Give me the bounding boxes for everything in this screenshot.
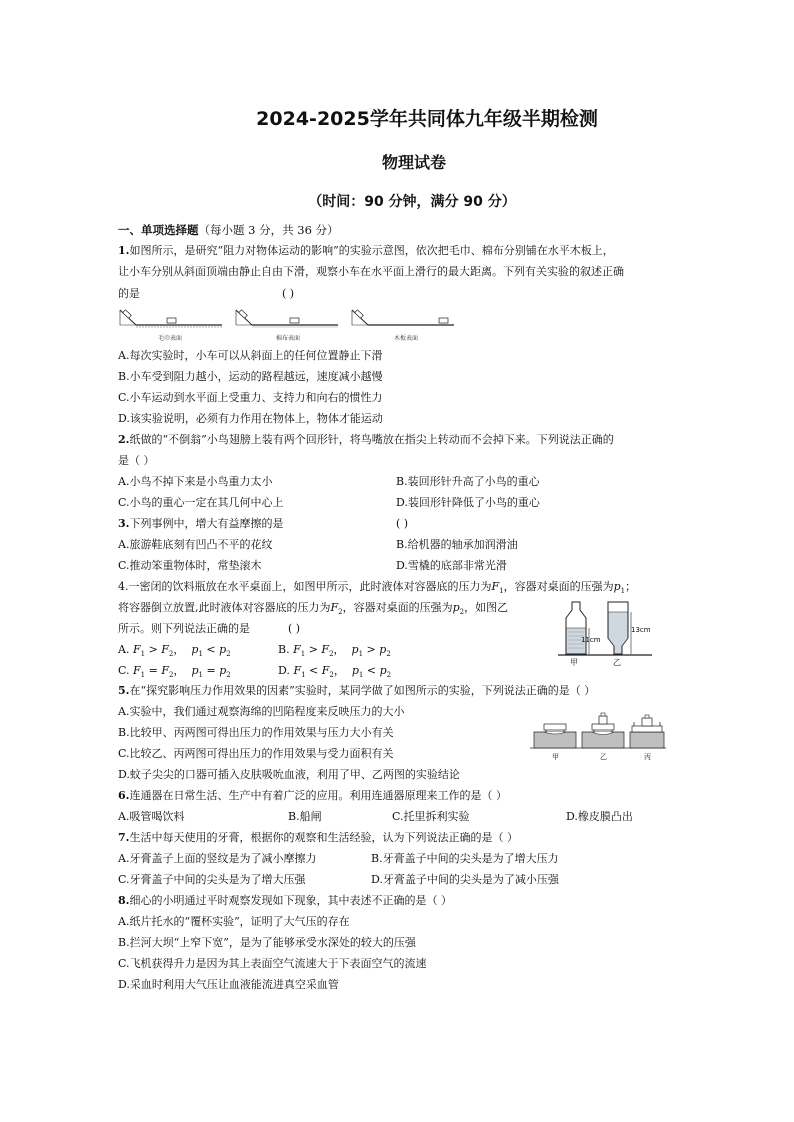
q5-option-b[interactable] bbox=[118, 726, 394, 740]
q4-text1b: ，容器对桌面的压强为 bbox=[503, 580, 614, 593]
q6-option-c-text: C.托里拆利实验 bbox=[392, 810, 470, 823]
q4-f1-sub: 1 bbox=[499, 587, 504, 596]
q6-option-b[interactable] bbox=[288, 810, 322, 824]
q4-opt-b-p1: p bbox=[351, 643, 359, 656]
q4-p2-symbol: p bbox=[452, 601, 460, 614]
q4-opt-b-rel2: > bbox=[366, 643, 376, 656]
q5-sponge-jia bbox=[534, 724, 576, 748]
q1-ramp-1 bbox=[120, 310, 222, 327]
q4-fig-label-jia: 甲 bbox=[570, 658, 578, 667]
q3-line1 bbox=[118, 517, 409, 531]
q1-option-b[interactable] bbox=[118, 370, 383, 384]
q4-opt-c-rel1: = bbox=[148, 664, 158, 677]
q3-option-d[interactable] bbox=[396, 559, 507, 573]
q4-opt-b-label: B. bbox=[278, 643, 290, 656]
q4-opt-d-f2: F bbox=[321, 664, 330, 677]
q2-line1 bbox=[118, 433, 614, 447]
q4-opt-c-rel2: = bbox=[206, 664, 216, 677]
q4-text2a: 将容器倒立放置,此时液体对容器底的压力为 bbox=[118, 601, 331, 614]
q4-figure bbox=[556, 598, 656, 668]
q2-option-b-text: B.装回形针升高了小鸟的重心 bbox=[396, 475, 540, 488]
q4-opt-d-f1-sub: 1 bbox=[301, 671, 306, 680]
q3-option-d-text: D.雪橇的底部非常光滑 bbox=[396, 559, 507, 572]
section-heading-note: （每小题 3 分，共 36 分） bbox=[198, 223, 339, 237]
q1-option-b-text: B.小车受到阻力越小，运动的路程越远，速度减小越慢 bbox=[118, 370, 383, 383]
q8-option-a-text: A.纸片托水的“覆杯实验”，证明了大气压的存在 bbox=[118, 915, 350, 928]
q7-option-a[interactable] bbox=[118, 852, 316, 866]
q1-ramp-2 bbox=[236, 310, 338, 327]
q4-opt-c-label: C. bbox=[118, 664, 130, 677]
q4-opt-a-rel2: < bbox=[206, 643, 216, 656]
q1-option-d-text: D.该实验说明，必须有力作用在物体上，物体才能运动 bbox=[118, 412, 383, 425]
q5-option-d[interactable] bbox=[118, 768, 460, 782]
q4-opt-b-rel1: > bbox=[308, 643, 318, 656]
q5-line1 bbox=[118, 684, 595, 698]
q4-opt-b-f1: F bbox=[293, 643, 301, 656]
q2-option-c-text: C.小鸟的重心一定在其几何中心上 bbox=[118, 496, 284, 509]
q4-opt-a-label: A. bbox=[118, 643, 130, 656]
q3-option-c[interactable] bbox=[118, 559, 262, 573]
q5-number: 5. bbox=[118, 684, 130, 697]
q6-option-a[interactable] bbox=[118, 810, 184, 824]
q7-number: 7. bbox=[118, 831, 130, 844]
q4-opt-c-f2-sub: 2 bbox=[169, 671, 174, 680]
q4-text2b: ，容器对桌面的压强为 bbox=[342, 601, 453, 614]
q4-opt-c-p2: p bbox=[219, 664, 227, 677]
q4-answer-paren: ( ) bbox=[288, 622, 301, 635]
q1-figure bbox=[118, 306, 468, 346]
q6-line1 bbox=[118, 789, 507, 803]
q7-option-d-text: D.牙膏盖子中间的尖头是为了减小压强 bbox=[371, 873, 559, 886]
q5-option-a[interactable] bbox=[118, 705, 404, 719]
q7-text1: 生活中每天使用的牙膏，根据你的观察和生活经验，认为下列说法正确的是（ ） bbox=[129, 831, 518, 844]
q1-text2: 让小车分别从斜面顶端由静止自由下滑，观察小车在水平面上滑行的最大距离。下列有关实验的叙述正确 bbox=[118, 265, 624, 278]
q8-text1: 细心的小明通过平时观察发现如下现象，其中表述不正确的是（ ） bbox=[129, 894, 452, 907]
q4-f2-symbol: F bbox=[330, 601, 339, 614]
q4-line1: 4.一密闭的饮料瓶放在水平桌面上，如图甲所示，此时液体对容器底的压力为$F_1$，容器对桌面的压强为$p_1$； bbox=[118, 580, 637, 596]
q5-figure bbox=[530, 712, 666, 764]
q4-f1-symbol: F bbox=[491, 580, 500, 593]
q1-option-a-text: A.每次实验时，小车可以从斜面上的任何位置静止下滑 bbox=[118, 349, 383, 362]
q4-opt-c-p1: p bbox=[191, 664, 199, 677]
q2-option-c[interactable] bbox=[118, 496, 284, 510]
q1-number: 1. bbox=[118, 244, 130, 257]
q4-opt-d-f2-sub: 2 bbox=[329, 671, 334, 680]
q4-opt-b-p2-sub: 2 bbox=[386, 650, 391, 659]
q8-number: 8. bbox=[118, 894, 130, 907]
q6-text1: 连通器在日常生活、生产中有着广泛的应用。利用连通器原理来工作的是（ ） bbox=[129, 789, 507, 802]
q4-fig-label-11cm: 11cm bbox=[581, 636, 601, 644]
q4-opt-a-p1-sub: 1 bbox=[198, 650, 203, 659]
section-heading-title: 一、单项选择题 bbox=[118, 223, 199, 237]
q2-text1: 纸做的“不倒翁”小鸟翅膀上装有两个回形针，将鸟嘴放在指尖上转动而不会掉下来。下列说法正确的 bbox=[129, 433, 614, 446]
q5-option-b-text: B.比较甲、丙两图可得出压力的作用效果与压力大小有关 bbox=[118, 726, 394, 739]
q4-opt-d-p1: p bbox=[351, 664, 359, 677]
q4-option-a[interactable]: A. $F_1 > F_2$， $p_1 < p_2$ bbox=[118, 643, 231, 659]
q2-option-d-text: D.装回形针降低了小鸟的重心 bbox=[396, 496, 540, 509]
q5-option-c[interactable] bbox=[118, 747, 394, 761]
q4-line3 bbox=[118, 622, 301, 636]
q8-option-b[interactable] bbox=[118, 936, 416, 950]
q4-option-b[interactable]: B. $F_1 > F_2$， $p_1 > p_2$ bbox=[278, 643, 391, 659]
q4-opt-b-f1-sub: 1 bbox=[300, 650, 306, 659]
q5-text1: 在“探究影响压力作用效果的因素”实验时，某同学做了如图所示的实验，下列说法正确的是（ ） bbox=[129, 684, 596, 697]
q4-opt-d-f1: F bbox=[293, 664, 302, 677]
q4-opt-c-p2-sub: 2 bbox=[226, 671, 231, 680]
q8-line1 bbox=[118, 894, 452, 908]
q8-option-b-text: B.拦河大坝“上窄下宽”，是为了能够承受水深处的较大的压强 bbox=[118, 936, 416, 949]
q3-number: 3. bbox=[118, 517, 130, 530]
q4-opt-a-p1: p bbox=[191, 643, 199, 656]
q4-bottle-jia bbox=[566, 602, 601, 654]
q3-option-b[interactable] bbox=[396, 538, 518, 552]
q7-option-c-text: C.牙膏盖子中间的尖头是为了增大压强 bbox=[118, 873, 306, 886]
q5-sponge-bing bbox=[630, 715, 664, 748]
q6-option-c[interactable] bbox=[392, 810, 470, 824]
q5-fig-label-bing: 丙 bbox=[644, 753, 651, 761]
q4-p2-sub: 2 bbox=[459, 608, 465, 617]
q2-option-d[interactable] bbox=[396, 496, 540, 510]
q2-number: 2. bbox=[118, 433, 130, 446]
q2-option-b[interactable] bbox=[396, 475, 540, 489]
q4-f2-sub: 2 bbox=[338, 608, 343, 617]
q4-option-c[interactable]: C. $F_1 = F_2$， $p_1 = p_2$ bbox=[118, 664, 231, 680]
q3-option-c-text: C.推动笨重物体时，常垫滚木 bbox=[118, 559, 262, 572]
q5-fig-label-yi: 乙 bbox=[600, 753, 607, 761]
q4-opt-a-p2-sub: 2 bbox=[226, 650, 231, 659]
q4-opt-d-p2: p bbox=[379, 664, 387, 677]
q4-option-d[interactable]: D. $F_1 < F_2$， $p_1 < p_2$ bbox=[278, 664, 392, 680]
q4-p1-symbol: p bbox=[613, 580, 621, 593]
q3-option-a-text: A.旅游鞋底刻有凹凸不平的花纹 bbox=[118, 538, 273, 551]
q6-option-a-text: A.吸管喝饮料 bbox=[118, 810, 185, 823]
q1-ramp-3 bbox=[352, 310, 454, 325]
q2-text2: 是（ ） bbox=[118, 454, 155, 467]
q1-option-a[interactable] bbox=[118, 349, 382, 363]
q3-option-b-text: B.给机器的轴承加润滑油 bbox=[396, 538, 518, 551]
q4-opt-c-f2: F bbox=[161, 664, 169, 677]
q2-option-a[interactable] bbox=[118, 475, 272, 489]
q4-bottle-yi bbox=[608, 602, 651, 654]
q4-opt-d-rel1: < bbox=[309, 664, 319, 677]
q7-option-a-text: A.牙膏盖子上面的竖纹是为了减小摩擦力 bbox=[118, 852, 317, 865]
q6-option-d-text: D.橡皮膜凸出 bbox=[566, 810, 633, 823]
q8-option-d[interactable] bbox=[118, 978, 339, 992]
q8-option-a[interactable] bbox=[118, 915, 350, 929]
q5-option-c-text: C.比较乙、丙两图可得出压力的作用效果与受力面积有关 bbox=[118, 747, 394, 760]
q5-sponge-yi bbox=[582, 713, 624, 748]
q4-opt-c-p1-sub: 1 bbox=[198, 671, 203, 680]
q2-line2 bbox=[118, 454, 155, 468]
q1-line2 bbox=[118, 265, 624, 279]
q4-line2 bbox=[118, 601, 508, 619]
q3-text1: 下列事例中，增大有益摩擦的是 bbox=[129, 517, 284, 530]
exam-subtitle bbox=[0, 150, 794, 173]
q4-opt-c-f1-sub: 1 bbox=[140, 671, 146, 680]
q4-opt-a-p2: p bbox=[219, 643, 227, 656]
q8-option-d-text: D.采血时利用大气压让血液能流进真空采血管 bbox=[118, 978, 339, 991]
q4-opt-a-rel1: > bbox=[148, 643, 158, 656]
q4-text3: 所示。则下列说法正确的是 bbox=[118, 622, 250, 635]
q1-fig-label-3: 木板表面 bbox=[394, 335, 419, 342]
q6-option-d[interactable] bbox=[566, 810, 633, 824]
q3-option-a[interactable] bbox=[118, 538, 272, 552]
q4-number: 4. bbox=[118, 580, 129, 593]
q3-answer-paren: ( ) bbox=[396, 517, 409, 530]
q4-opt-b-f2-sub: 2 bbox=[329, 650, 334, 659]
q5-option-a-text: A.实验中，我们通过观察海绵的凹陷程度来反映压力的大小 bbox=[118, 705, 405, 718]
exam-time-info bbox=[0, 191, 794, 211]
q1-answer-paren: ( ) bbox=[282, 287, 295, 300]
q8-option-c-text: C.飞机获得升力是因为其上表面空气流速大于下表面空气的流速 bbox=[118, 957, 427, 970]
q4-opt-b-f2: F bbox=[321, 643, 330, 656]
q4-opt-d-rel2: < bbox=[366, 664, 377, 677]
q8-option-c[interactable] bbox=[118, 957, 427, 971]
q4-opt-a-f2: F bbox=[161, 643, 169, 656]
q1-text1: 如图所示，是研究“阻力对物体运动的影响”的实验示意图，依次把毛巾、棉布分别铺在水平木板上， bbox=[129, 244, 614, 257]
q4-opt-a-f1: F bbox=[132, 643, 141, 656]
q4-opt-d-p1-sub: 1 bbox=[358, 671, 364, 680]
q4-fig-label-13cm: 13cm bbox=[631, 626, 651, 634]
exam-title bbox=[0, 104, 794, 131]
q5-option-d-text: D.蚊子尖尖的口器可插入皮肤吸吮血液，利用了甲、乙两图的实验结论 bbox=[118, 768, 460, 781]
q7-option-d[interactable] bbox=[371, 873, 559, 887]
q7-line1 bbox=[118, 831, 518, 845]
q7-option-c[interactable] bbox=[118, 873, 306, 887]
q1-option-d[interactable] bbox=[118, 412, 383, 426]
q4-text2c: ，如图乙 bbox=[464, 601, 509, 614]
q7-option-b-text: B.牙膏盖子中间的尖头是为了增大压力 bbox=[371, 852, 559, 865]
q1-text3: 的是 bbox=[118, 287, 140, 300]
q4-opt-a-f1-sub: 1 bbox=[140, 650, 146, 659]
q1-line1 bbox=[118, 244, 614, 258]
q4-opt-a-f2-sub: 2 bbox=[168, 650, 174, 659]
exam-subtitle-text: 物理试卷 bbox=[381, 153, 446, 172]
q1-fig-label-2: 棉布表面 bbox=[276, 335, 301, 342]
q5-fig-label-jia: 甲 bbox=[552, 753, 559, 761]
q4-fig-label-yi: 乙 bbox=[613, 658, 621, 667]
q1-option-c[interactable] bbox=[118, 391, 383, 405]
q4-opt-d-label: D. bbox=[278, 664, 290, 677]
q1-line3 bbox=[118, 287, 295, 301]
q4-opt-c-f1: F bbox=[133, 664, 141, 677]
exam-title-text: 2024-2025学年共同体九年级半期检测 bbox=[256, 108, 598, 130]
q7-option-b[interactable] bbox=[371, 852, 559, 866]
q6-number: 6. bbox=[118, 789, 130, 802]
q1-option-c-text: C.小车运动到水平面上受重力、支持力和向右的惯性力 bbox=[118, 391, 383, 404]
q4-opt-b-p2: p bbox=[379, 643, 387, 656]
q1-fig-label-1: 毛巾表面 bbox=[158, 335, 183, 342]
q4-p1-sub: 1 bbox=[620, 587, 626, 596]
section-heading bbox=[118, 222, 339, 238]
q2-option-a-text: A.小鸟不掉下来是小鸟重力太小 bbox=[118, 475, 273, 488]
q4-opt-d-p2-sub: 2 bbox=[386, 671, 392, 680]
q6-option-b-text: B.船闸 bbox=[288, 810, 322, 823]
q4-text1a: 一密闭的饮料瓶放在水平桌面上，如图甲所示，此时液体对容器底的压力为 bbox=[128, 580, 492, 593]
exam-time-info-text: （时间：90 分钟，满分 90 分） bbox=[308, 194, 516, 210]
q4-opt-b-p1-sub: 1 bbox=[358, 650, 364, 659]
